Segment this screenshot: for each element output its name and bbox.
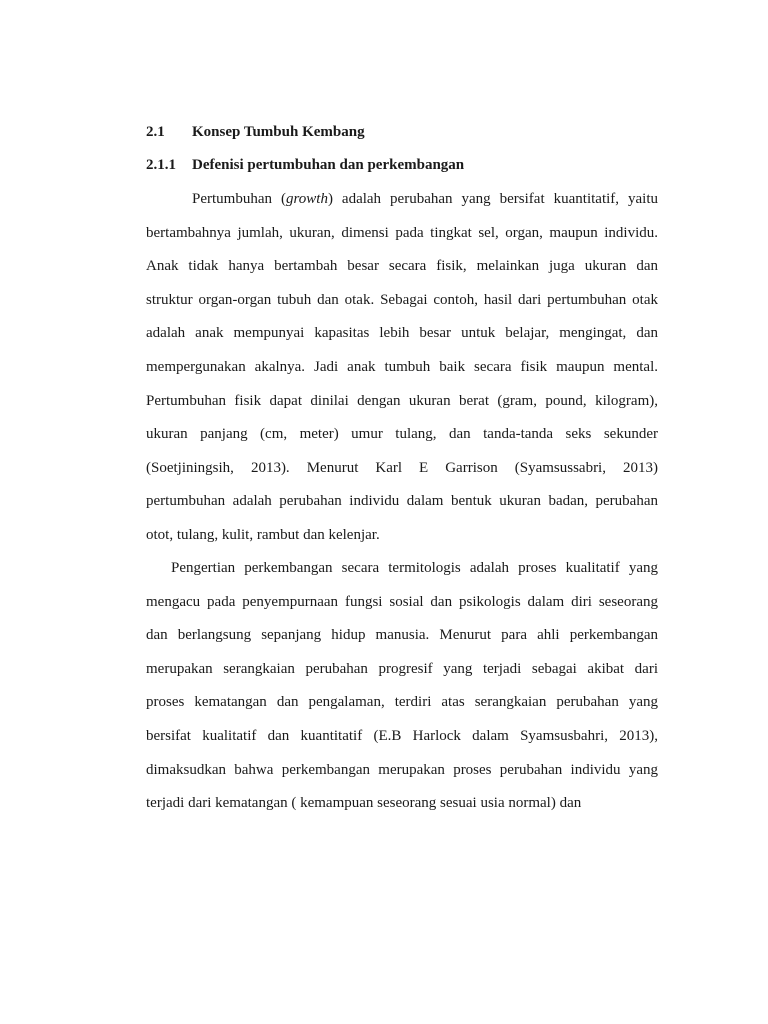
- paragraph-line: bertambahnya jumlah, ukuran, dimensi pada tingkat sel, organ, maupun individu.: [146, 224, 658, 241]
- paragraph-line: mempergunakan akalnya. Jadi anak tumbuh baik secara fisik maupun mental.: [146, 358, 658, 375]
- paragraph-growth: [146, 183, 658, 553]
- paragraph-line: pertumbuhan adalah perubahan individu dalam bentuk ukuran badan, perubahan: [146, 493, 658, 510]
- paragraph-line: proses kematangan dan pengalaman, terdiri atas serangkaian perubahan yang: [146, 694, 658, 711]
- subsection-heading: [146, 156, 464, 174]
- paragraph-line: [146, 183, 658, 217]
- paragraph-line: dimaksudkan bahwa perkembangan merupakan proses perubahan individu yang: [146, 761, 658, 778]
- paragraph-line: Anak tidak hanya bertambah besar secara fisik, melainkan juga ukuran dan: [146, 258, 658, 275]
- text-run: ) adalah perubahan yang bersifat kuantitatif, yaitu: [327, 191, 659, 207]
- paragraph-line: bersifat kualitatif dan kuantitatif (E.B Harlock dalam Syamsusbahri, 2013),: [146, 727, 658, 744]
- text-run: Pertumbuhan (: [192, 191, 286, 207]
- paragraph-line: adalah anak mempunyai kapasitas lebih besar untuk belajar, mengingat, dan: [146, 325, 658, 342]
- paragraph-line: otot, tulang, kulit, rambut dan kelenjar.: [146, 526, 380, 543]
- paragraph-line: ukuran panjang (cm, meter) umur tulang, dan tanda-tanda seks sekunder: [146, 426, 658, 443]
- section-heading: [146, 123, 365, 141]
- paragraph-line: terjadi dari kematangan ( kemampuan seseorang sesuai usia normal) dan: [146, 795, 582, 812]
- subsection-number: 2.1.1: [146, 157, 176, 173]
- subsection-title: Defenisi pertumbuhan dan perkembangan: [192, 157, 465, 173]
- section-title: Konsep Tumbuh Kembang: [192, 124, 365, 140]
- section-number: 2.1: [146, 124, 165, 140]
- paragraph-line: Pertumbuhan fisik dapat dinilai dengan ukuran berat (gram, pound, kilogram),: [146, 392, 658, 409]
- paragraph-line: mengacu pada penyempurnaan fungsi sosial dan psikologis dalam diri seseorang: [146, 593, 658, 610]
- paragraph-development: [146, 552, 658, 821]
- paragraph-line: merupakan serangkaian perubahan progresif yang terjadi sebagai akibat dari: [146, 660, 658, 677]
- paragraph-line: dan berlangsung sepanjang hidup manusia. Menurut para ahli perkembangan: [146, 627, 658, 644]
- italic-term: growth: [285, 191, 328, 207]
- paragraph-line: struktur organ-organ tubuh dan otak. Sebagai contoh, hasil dari pertumbuhan otak: [146, 291, 658, 308]
- paragraph-line: Pengertian perkembangan secara termitologis adalah proses kualitatif yang: [171, 560, 658, 576]
- paragraph-line: (Soetjiningsih, 2013). Menurut Karl E Garrison (Syamsussabri, 2013): [146, 459, 658, 476]
